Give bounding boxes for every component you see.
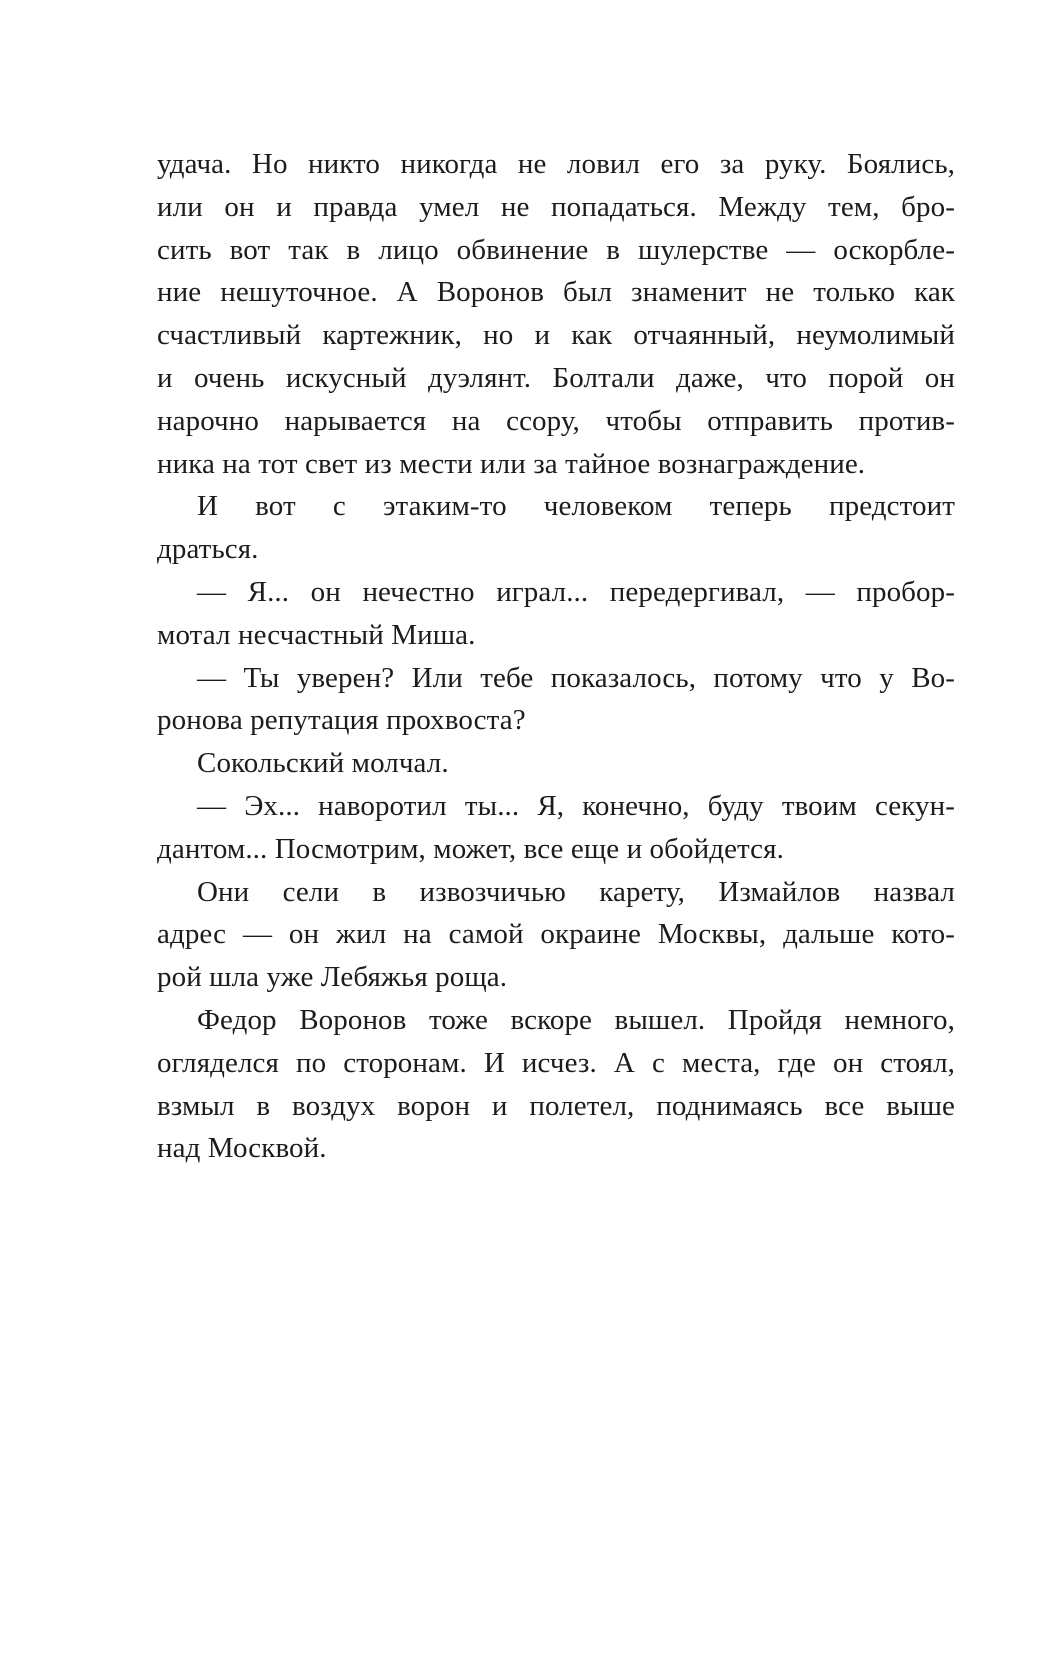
text-line: и очень искусный дуэлянт. Болтали даже, что порой он bbox=[157, 361, 955, 394]
text-line: над Москвой. bbox=[157, 1132, 327, 1165]
paragraph bbox=[157, 785, 955, 871]
text-line: драться. bbox=[157, 533, 259, 566]
text-line: мотал несчастный Миша. bbox=[157, 618, 476, 651]
text-line: — Я... он нечестно играл... передергивал, — пробор- bbox=[197, 575, 955, 608]
text-line: рой шла уже Лебяжья роща. bbox=[157, 961, 508, 994]
text-line: сить вот так в лицо обвинение в шулерстве — оскорбле- bbox=[157, 233, 955, 266]
text-line: ника на тот свет из мести или за тайное вознаграждение. bbox=[157, 447, 866, 480]
text-line: взмыл в воздух ворон и полетел, поднимаясь все выше bbox=[157, 1089, 955, 1122]
text-line: огляделся по сторонам. И исчез. А с места, где он стоял, bbox=[157, 1046, 955, 1079]
text-line: удача. Но никто никогда не ловил его за руку. Боялись, bbox=[157, 148, 955, 180]
text-line: — Эх... наворотил ты... Я, конечно, буду твоим секун- bbox=[197, 789, 955, 822]
paragraph bbox=[157, 742, 955, 785]
text-line: счастливый картежник, но и как отчаянный, неумолимый bbox=[157, 319, 955, 352]
text-line: Сокольский молчал. bbox=[197, 747, 449, 780]
text-block bbox=[157, 143, 955, 1170]
text-line: — Ты уверен? Или тебе показалось, потому что у Во- bbox=[197, 661, 955, 694]
text-line: ронова репутация прохвоста? bbox=[157, 704, 526, 737]
paragraph bbox=[157, 871, 955, 999]
paragraph bbox=[157, 143, 955, 485]
text-line: адрес — он жил на самой окраине Москвы, дальше кото- bbox=[157, 918, 955, 951]
text-line: Они сели в извозчичью карету, Измайлов назвал bbox=[197, 875, 955, 908]
paragraph bbox=[157, 999, 955, 1170]
text-line: ние нешуточное. А Воронов был знаменит не только как bbox=[157, 276, 955, 309]
text-line: И вот с этаким-то человеком теперь предстоит bbox=[197, 490, 955, 523]
text-line: или он и правда умел не попадаться. Между тем, бро- bbox=[157, 190, 955, 223]
text-line: Федор Воронов тоже вскоре вышел. Пройдя немного, bbox=[197, 1003, 955, 1036]
paragraph bbox=[157, 571, 955, 657]
paragraph bbox=[157, 657, 955, 743]
text-line: дантом... Посмотрим, может, все еще и обойдется. bbox=[157, 832, 784, 865]
text-line: нарочно нарывается на ссору, чтобы отправить против- bbox=[157, 404, 955, 437]
paragraph bbox=[157, 485, 955, 571]
